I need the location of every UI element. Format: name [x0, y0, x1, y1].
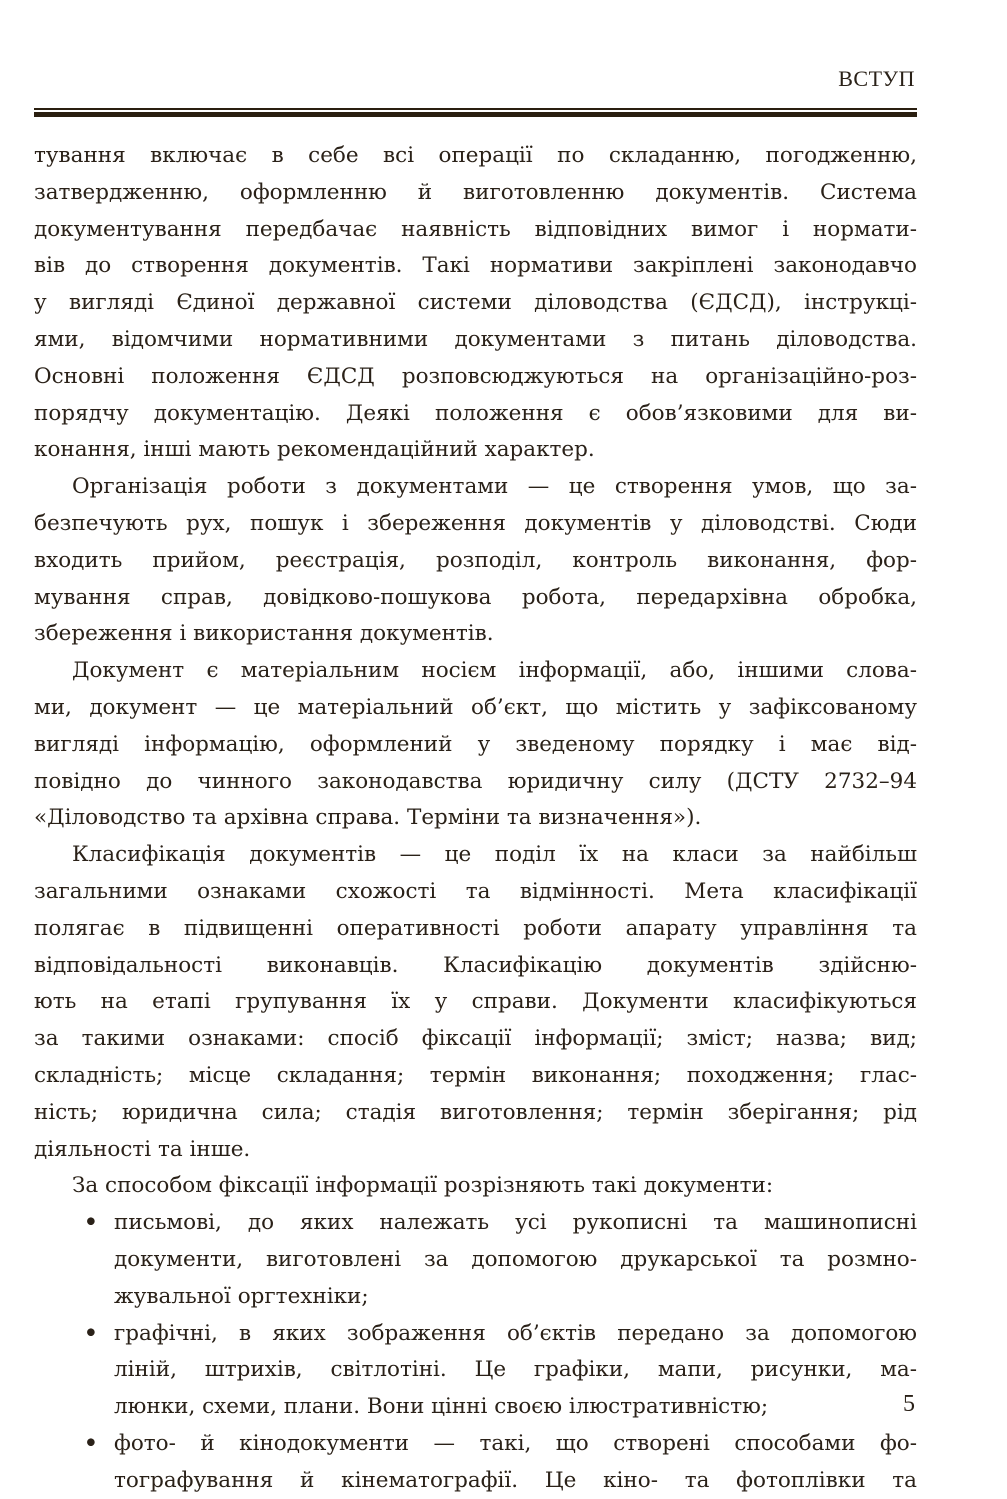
- text-line: документи, виготовлені за допомогою друкарської та розмно-: [114, 1246, 917, 1272]
- text-line: Основні положення ЄДСД розповсюджуються на організаційно-роз-: [34, 363, 917, 389]
- text-line: люнки, схеми, плани. Вони цінні своєю ілюстративністю;: [114, 1394, 769, 1420]
- text-line: загальними ознаками схожості та відмінності. Мета класифікації: [34, 878, 917, 904]
- bullet-text: фото- й кінодокументи — такі, що створені способами фо-: [114, 1430, 917, 1456]
- list-item: [34, 1205, 917, 1315]
- text-line: конання, інші мають рекомендаційний характер.: [34, 437, 595, 463]
- text-line: ліній, штрихів, світлотіні. Це графіки, мапи, рисунки, ма-: [114, 1357, 917, 1383]
- text-line: складність; місце складання; термін виконання; походження; глас-: [34, 1062, 917, 1088]
- paragraph: [34, 138, 917, 469]
- text-line: діяльності та інше.: [34, 1136, 251, 1162]
- bullet-text: графічні, в яких зображення об’єктів передано за допомогою: [114, 1320, 917, 1346]
- text-line: Документ є матеріальним носієм інформації, або, іншими слова-: [72, 658, 917, 684]
- text-line: збереження і використання документів.: [34, 621, 494, 647]
- text-line: [34, 1316, 917, 1353]
- paragraph: [34, 837, 917, 1168]
- text-line: мування справ, довідково-пошукова робота, передархівна обробка,: [34, 584, 917, 610]
- header-rule-thick: [34, 112, 917, 117]
- paragraph: [34, 653, 917, 837]
- text-line: вів до створення документів. Такі нормативи закріплені законодавчо: [34, 253, 917, 279]
- body-text: [34, 138, 917, 1499]
- text-line: [34, 1426, 917, 1463]
- text-line: «Діловодство та архівна справа. Терміни та визначення»).: [34, 805, 702, 831]
- text-line: тування включає в себе всі операції по складанню, погодженню,: [34, 143, 917, 168]
- text-line: повідно до чинного законодавства юридичну силу (ДСТУ 2732–94: [34, 768, 917, 794]
- text-line: Організація роботи з документами — це створення умов, що за-: [72, 474, 917, 500]
- bullet-icon: •: [84, 1320, 98, 1346]
- text-line: тографування й кінематографії. Це кіно- та фотоплівки та: [114, 1467, 917, 1493]
- text-line: безпечують рух, пошук і збереження документів у діловодстві. Сюди: [34, 510, 917, 536]
- text-line: Класифікація документів — це поділ їх на класи за найбільш: [72, 842, 917, 868]
- text-line: За способом фіксації інформації розрізняють такі документи:: [72, 1173, 774, 1199]
- list-item: [34, 1316, 917, 1426]
- paragraph: [34, 1168, 917, 1205]
- text-line: [34, 1205, 917, 1242]
- text-line: входить прийом, реєстрація, розподіл, контроль виконання, фор-: [34, 547, 917, 573]
- text-line: у вигляді Єдиної державної системи діловодства (ЄДСД), інструкці-: [34, 290, 917, 316]
- text-line: порядчу документацію. Деякі положення є обов’язковими для ви-: [34, 400, 917, 426]
- list-item: [34, 1426, 917, 1499]
- text-line: жувальної оргтехніки;: [114, 1283, 369, 1309]
- text-line: вигляді інформацію, оформлений у зведеному порядку і має від-: [34, 731, 917, 757]
- bullet-icon: •: [84, 1430, 98, 1456]
- text-line: затвердженню, оформленню й виготовленню документів. Система: [34, 179, 917, 205]
- text-line: полягає в підвищенні оперативності роботи апарату управління та: [34, 915, 917, 941]
- bullet-icon: •: [84, 1210, 98, 1236]
- paragraph: [34, 469, 917, 653]
- running-head: ВСТУП: [838, 66, 915, 91]
- text-line: ність; юридична сила; стадія виготовлення; термін зберігання; рід: [34, 1099, 917, 1125]
- bullet-text: письмові, до яких належать усі рукописні та машинописні: [114, 1210, 917, 1236]
- text-line: ють на етапі групування їх у справи. Документи класифікуються: [34, 989, 917, 1015]
- header-rule: [34, 108, 917, 117]
- text-line: документування передбачає наявність відповідних вимог і нормати-: [34, 216, 917, 242]
- text-line: за такими ознаками: спосіб фіксації інформації; зміст; назва; вид;: [34, 1026, 917, 1052]
- text-line: ми, документ — це матеріальний об’єкт, що містить у зафіксованому: [34, 694, 917, 720]
- page-number: 5: [903, 1391, 915, 1417]
- bullet-list: [34, 1205, 917, 1499]
- text-line: ями, відомчими нормативними документами з питань діловодства.: [34, 326, 917, 352]
- text-line: відповідальності виконавців. Класифікацію документів здійсню-: [34, 952, 917, 978]
